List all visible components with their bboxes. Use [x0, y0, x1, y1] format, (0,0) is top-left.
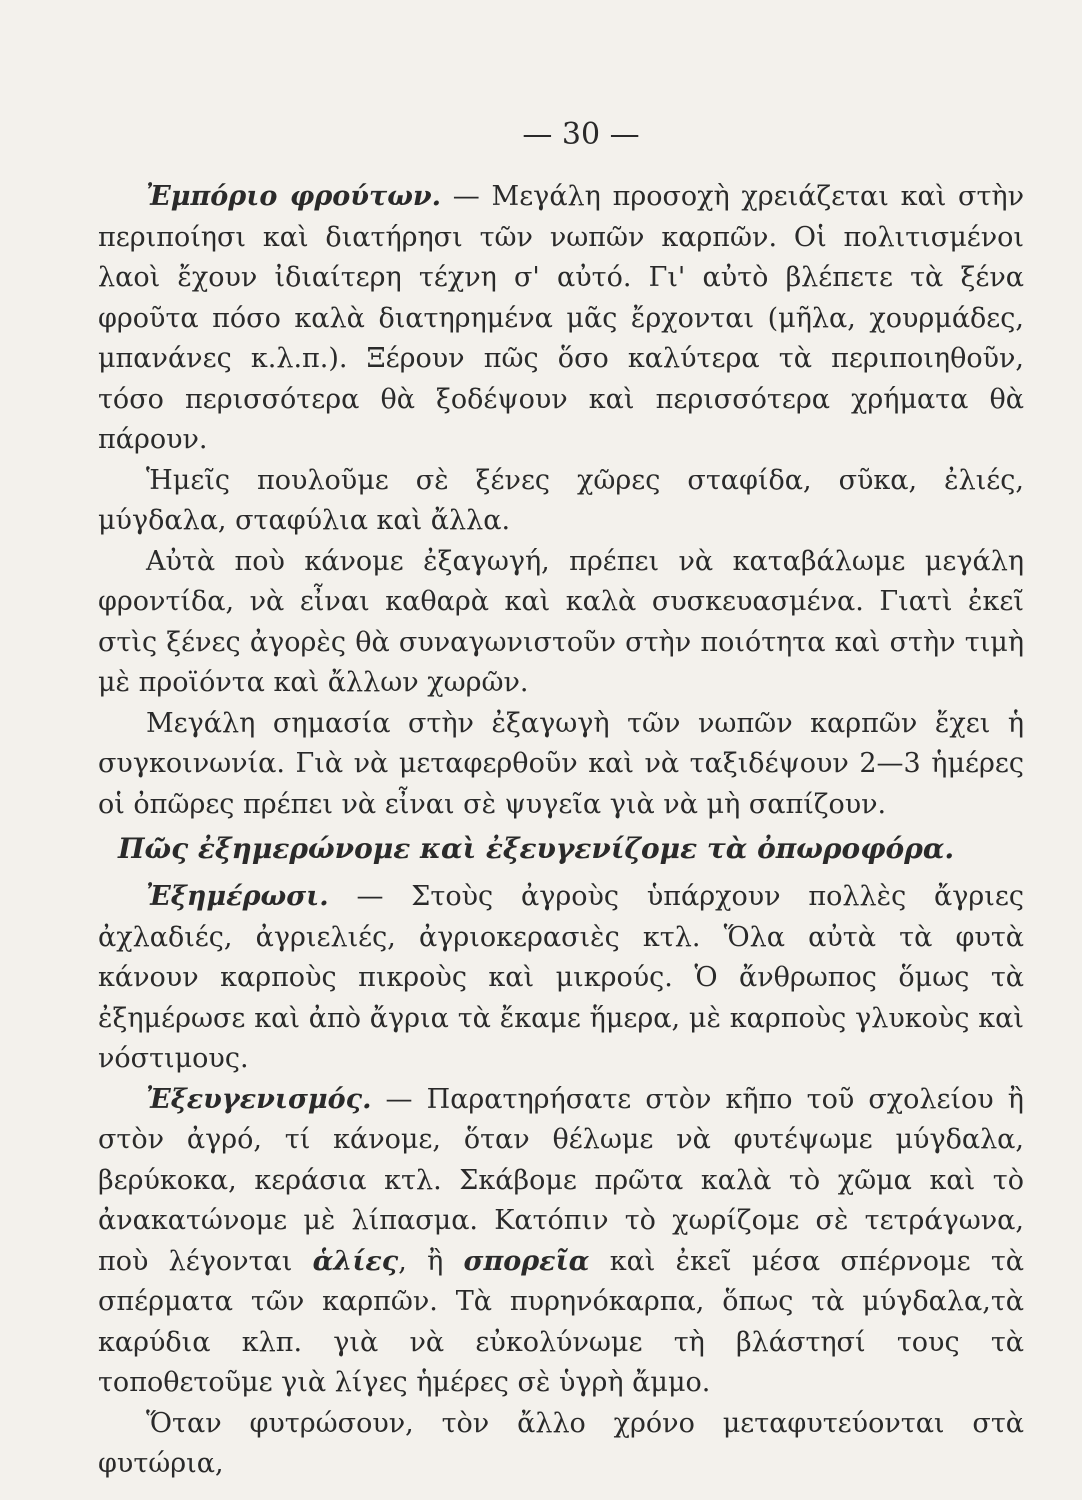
transplant-paragraph: Ὅταν φυτρώσουν, τὸν ἄλλο χρόνο μεταφυτεύονται στὰ φυτώρια,: [98, 1407, 1024, 1479]
domestication-paragraph: [98, 877, 1024, 1080]
ennoblement-text-2: , ἢ: [398, 1245, 464, 1277]
domestication-title: Ἐξημέρωσι.: [146, 881, 329, 912]
page-number: — 30 —: [522, 117, 640, 152]
section-heading: Πῶς ἐξημερώνομε καὶ ἐξευγενίζομε τὰ ὀπωροφόρα.: [118, 832, 955, 865]
fruit-trade-paragraph: [98, 177, 1024, 461]
exports-list-paragraph: Ἡμεῖς πουλοῦμε σὲ ξένες χῶρες σταφίδα, σῦκα, ἐλιές, μύγδαλα, σταφύλια καὶ ἄλλα.: [98, 464, 1024, 536]
fruit-trade-text: — Μεγάλη προσοχὴ χρειάζεται καὶ στὴν περιποίησι καὶ διατήρησι τῶν νωπῶν καρπῶν. Οἱ πολιτισμένοι λαοὶ ἔχουν ἰδιαίτερη τέχνη σ' αὐτό. Γι' αὐτὸ βλέπετε τὰ ξένα φροῦτα πόσο καλὰ διατηρημένα μᾶς ἔρχονται (μῆλα, χουρμάδες, μπανάνες κ.λ.π.). Ξέρουν πῶς ὅσο καλύτερα τὰ περιποιηθοῦν, τόσο περισσότερα θὰ ξοδέψουν καὶ περισσότερα χρήματα θὰ πάρουν.: [98, 181, 1024, 455]
term-alies: ἁλίες: [312, 1245, 399, 1277]
ennoblement-paragraph: [98, 1080, 1024, 1404]
export-care-paragraph: Αὐτὰ ποὺ κάνομε ἐξαγωγή, πρέπει νὰ καταβάλωμε μεγάλη φροντίδα, νὰ εἶναι καθαρὰ καὶ καλὰ συσκευασμένα. Γιατὶ ἐκεῖ στὶς ξένες ἀγορὲς θὰ συναγωνιστοῦν στὴν ποιότητα καὶ στὴν τιμὴ μὲ προϊόντα καὶ ἄλλων χωρῶν.: [98, 545, 1024, 698]
term-sporeia: σπορεῖα: [463, 1245, 590, 1277]
ennoblement-text-1: — Παρατηρήσατε στὸν κῆπο τοῦ σχολείου ἢ στὸν ἀγρό, τί κάνομε, ὅταν θέλωμε νὰ φυτέψωμε μύγδαλα, βερύκοκα, κεράσια κτλ. Σκάβομε πρῶτα καλὰ τὸ χῶμα καὶ τὸ ἀνακατώνομε μὲ λίπασμα. Κατόπιν τὸ χωρίζομε σὲ τετράγωνα, ποὺ λέγονται: [98, 1083, 1024, 1277]
domestication-text: — Στοὺς ἀγροὺς ὑπάρχουν πολλὲς ἄγριες ἀχλαδιές, ἀγριελιές, ἀγριοκερασιὲς κτλ. Ὅλα αὐτὰ τὰ φυτὰ κάνουν καρποὺς πικροὺς καὶ μικρούς. Ὁ ἄνθρωπος ὅμως τὰ ἐξημέρωσε καὶ ἀπὸ ἄγρια τὰ ἔκαμε ἥμερα, μὲ καρποὺς γλυκοὺς καὶ νόστιμους.: [98, 881, 1024, 1074]
transport-paragraph: Μεγάλη σημασία στὴν ἐξαγωγὴ τῶν νωπῶν καρπῶν ἔχει ἡ συγκοινωνία. Γιὰ νὰ μεταφερθοῦν καὶ νὰ ταξιδέψουν 2—3 ἡμέρες οἱ ὀπῶρες πρέπει νὰ εἶναι σὲ ψυγεῖα γιὰ νὰ μὴ σαπίζουν.: [98, 707, 1024, 820]
fruit-trade-title: Ἐμπόριο φρούτων.: [146, 181, 442, 212]
ennoblement-text-3: καὶ ἐκεῖ μέσα σπέρνομε τὰ σπέρματα τῶν καρπῶν. Τὰ πυρηνόκαρπα, ὅπως τὰ μύγδαλα,τὰ καρύδια κλπ. γιὰ νὰ εὐκολύνωμε τὴ βλάστησί τους τὰ τοποθετοῦμε γιὰ λίγες ἡμέρες σὲ ὑγρὴ ἄμμο.: [98, 1245, 1024, 1398]
ennoblement-title: Ἐξευγενισμός.: [146, 1083, 372, 1115]
